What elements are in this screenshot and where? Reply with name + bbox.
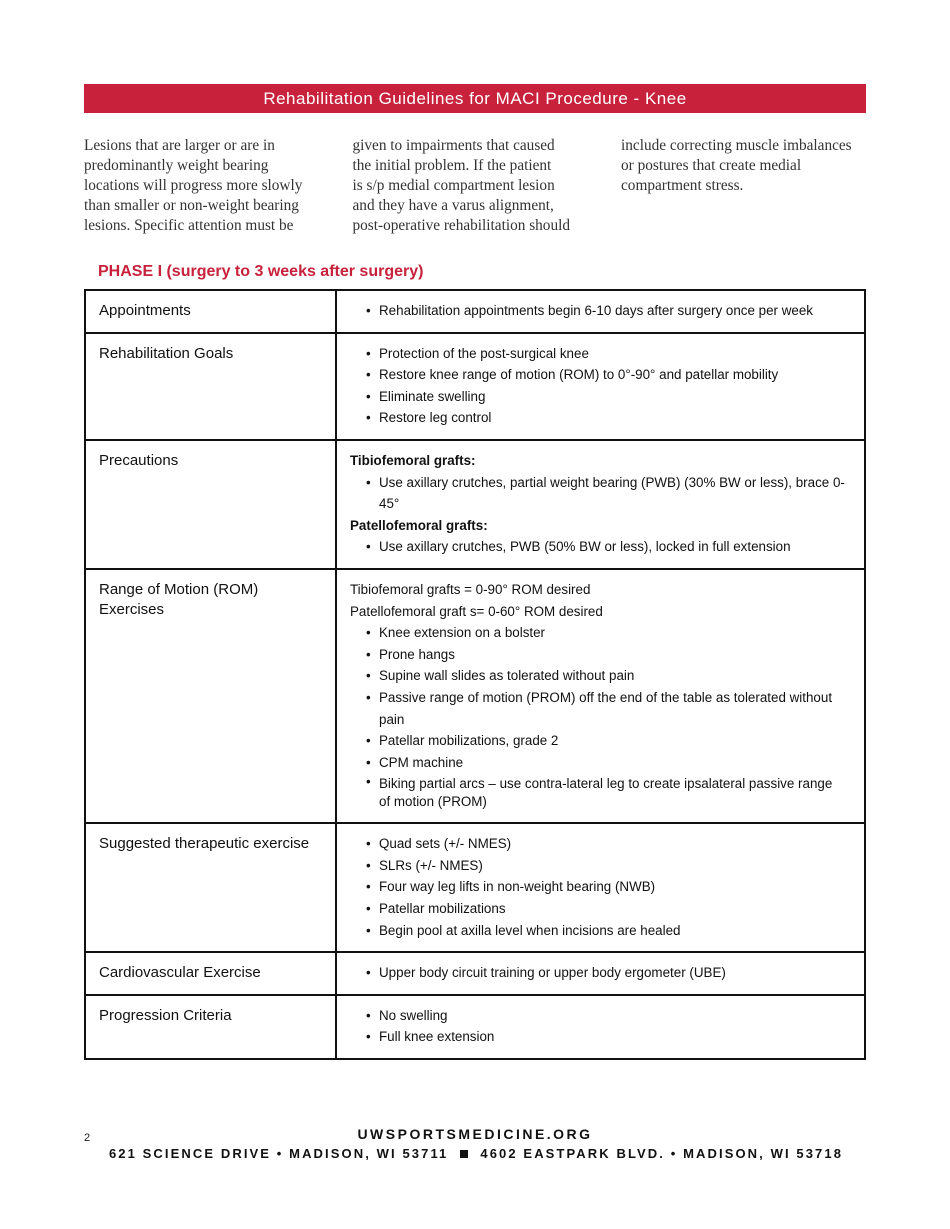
- intro-line: compartment stress.: [621, 177, 744, 194]
- list-item: • Patellar mobilizations: [350, 898, 850, 920]
- intro-line: lesions. Specific attention must be: [84, 217, 294, 234]
- list-item: • Prone hangs: [350, 644, 850, 666]
- table-row: [85, 333, 865, 440]
- list-item: • Eliminate swelling: [350, 386, 850, 408]
- table-row: [85, 995, 865, 1059]
- intro-line: post-operative rehabilitation should: [352, 217, 571, 234]
- footer-url[interactable]: UWSPORTSMEDICINE.ORG: [357, 1126, 593, 1142]
- row-label: Precautions: [85, 440, 336, 569]
- list-item: • Passive range of motion (PROM) off the end of the table as tolerated without pain: [350, 687, 850, 730]
- intro-line: is s/p medial compartment lesion: [352, 177, 555, 194]
- row-content: [336, 569, 865, 823]
- list-item: • Restore leg control: [350, 407, 850, 429]
- banner-title: Rehabilitation Guidelines for MACI Procedure - Knee: [263, 88, 687, 108]
- phase-title: PHASE I (surgery to 3 weeks after surgery): [98, 263, 424, 280]
- list-item: • CPM machine: [350, 752, 850, 774]
- row-label: Suggested therapeutic exercise: [85, 823, 336, 952]
- bullet-list: [350, 343, 850, 429]
- list-item: • Supine wall slides as tolerated without pain: [350, 665, 850, 687]
- list-item: • Patellar mobilizations, grade 2: [350, 730, 850, 752]
- row-content: [336, 440, 865, 569]
- intro-line: locations will progress more slowly: [84, 177, 303, 194]
- subheading: Tibiofemoral grafts:: [350, 452, 476, 468]
- intro-line: include correcting muscle imbalances: [621, 137, 852, 154]
- table-row: [85, 290, 865, 333]
- bullet-list: [350, 472, 850, 515]
- row-content: [336, 952, 865, 995]
- list-item: • No swelling: [350, 1005, 850, 1027]
- list-item: • Rehabilitation appointments begin 6-10 days after surgery once per week: [350, 300, 850, 322]
- page-banner: [84, 84, 866, 113]
- address-secondary: 4602 EASTPARK BLVD. • MADISON, WI 53718: [480, 1146, 844, 1161]
- intro-line: than smaller or non-weight bearing: [84, 197, 299, 214]
- table-row: [85, 823, 865, 952]
- address-primary: 621 SCIENCE DRIVE • MADISON, WI 53711: [108, 1146, 449, 1161]
- intro-line: Lesions that are larger or are in: [84, 137, 275, 154]
- list-item-line: of motion (PROM): [379, 793, 487, 809]
- bullet-list: [350, 962, 850, 984]
- list-item: • SLRs (+/- NMES): [350, 855, 850, 877]
- list-item: • Begin pool at axilla level when incisions are healed: [350, 920, 850, 942]
- intro-line: given to impairments that caused: [352, 137, 555, 154]
- intro-text: [84, 136, 866, 236]
- intro-column-3: [621, 136, 866, 236]
- bullet-list: [350, 536, 850, 558]
- row-label: Rehabilitation Goals: [85, 333, 336, 440]
- intro-column-2: [353, 136, 598, 236]
- list-item: • Full knee extension: [350, 1026, 850, 1048]
- page-number: 2: [84, 1132, 91, 1144]
- table-row: [85, 952, 865, 995]
- bullet-list: [350, 833, 850, 941]
- bullet-list: [350, 622, 850, 812]
- list-item: • Restore knee range of motion (ROM) to 0°-90° and patellar mobility: [350, 364, 850, 386]
- row-label: Appointments: [85, 290, 336, 333]
- row-content: [336, 290, 865, 333]
- row-label: Progression Criteria: [85, 995, 336, 1059]
- list-item-line: • Biking partial arcs – use contra-lateral leg to create ipsalateral passive range: [379, 776, 833, 792]
- row-content: [336, 823, 865, 952]
- square-separator-icon: [460, 1150, 468, 1158]
- row-label: Cardiovascular Exercise: [85, 952, 336, 995]
- list-item: • Four way leg lifts in non-weight bearing (NWB): [350, 876, 850, 898]
- list-item: • Knee extension on a bolster: [350, 622, 850, 644]
- row-label: Range of Motion (ROM) Exercises: [85, 569, 336, 823]
- phase-table: [84, 289, 866, 1060]
- intro-line: the initial problem. If the patient: [352, 157, 552, 174]
- list-item: • Upper body circuit training or upper body ergometer (UBE): [350, 962, 850, 984]
- list-item: • Protection of the post-surgical knee: [350, 343, 850, 365]
- row-content: [336, 333, 865, 440]
- row-content: [336, 995, 865, 1059]
- intro-line: and they have a varus alignment,: [352, 197, 554, 214]
- intro-column-1: [84, 136, 329, 236]
- intro-line: predominantly weight bearing: [84, 157, 269, 174]
- footer-address: [0, 1146, 950, 1161]
- bullet-list: [350, 1005, 850, 1048]
- text-line: Tibiofemoral grafts = 0-90° ROM desired: [350, 581, 591, 597]
- table-row: [85, 440, 865, 569]
- list-item: • Quad sets (+/- NMES): [350, 833, 850, 855]
- list-item: [350, 773, 850, 812]
- text-line: Patellofemoral graft s= 0-60° ROM desired: [350, 603, 603, 619]
- intro-line: or postures that create medial: [621, 157, 802, 174]
- list-item: • Use axillary crutches, partial weight bearing (PWB) (30% BW or less), brace 0-45°: [350, 472, 850, 515]
- list-item: • Use axillary crutches, PWB (50% BW or less), locked in full extension: [350, 536, 850, 558]
- bullet-list: [350, 300, 850, 322]
- table-row: [85, 569, 865, 823]
- subheading: Patellofemoral grafts:: [350, 517, 488, 533]
